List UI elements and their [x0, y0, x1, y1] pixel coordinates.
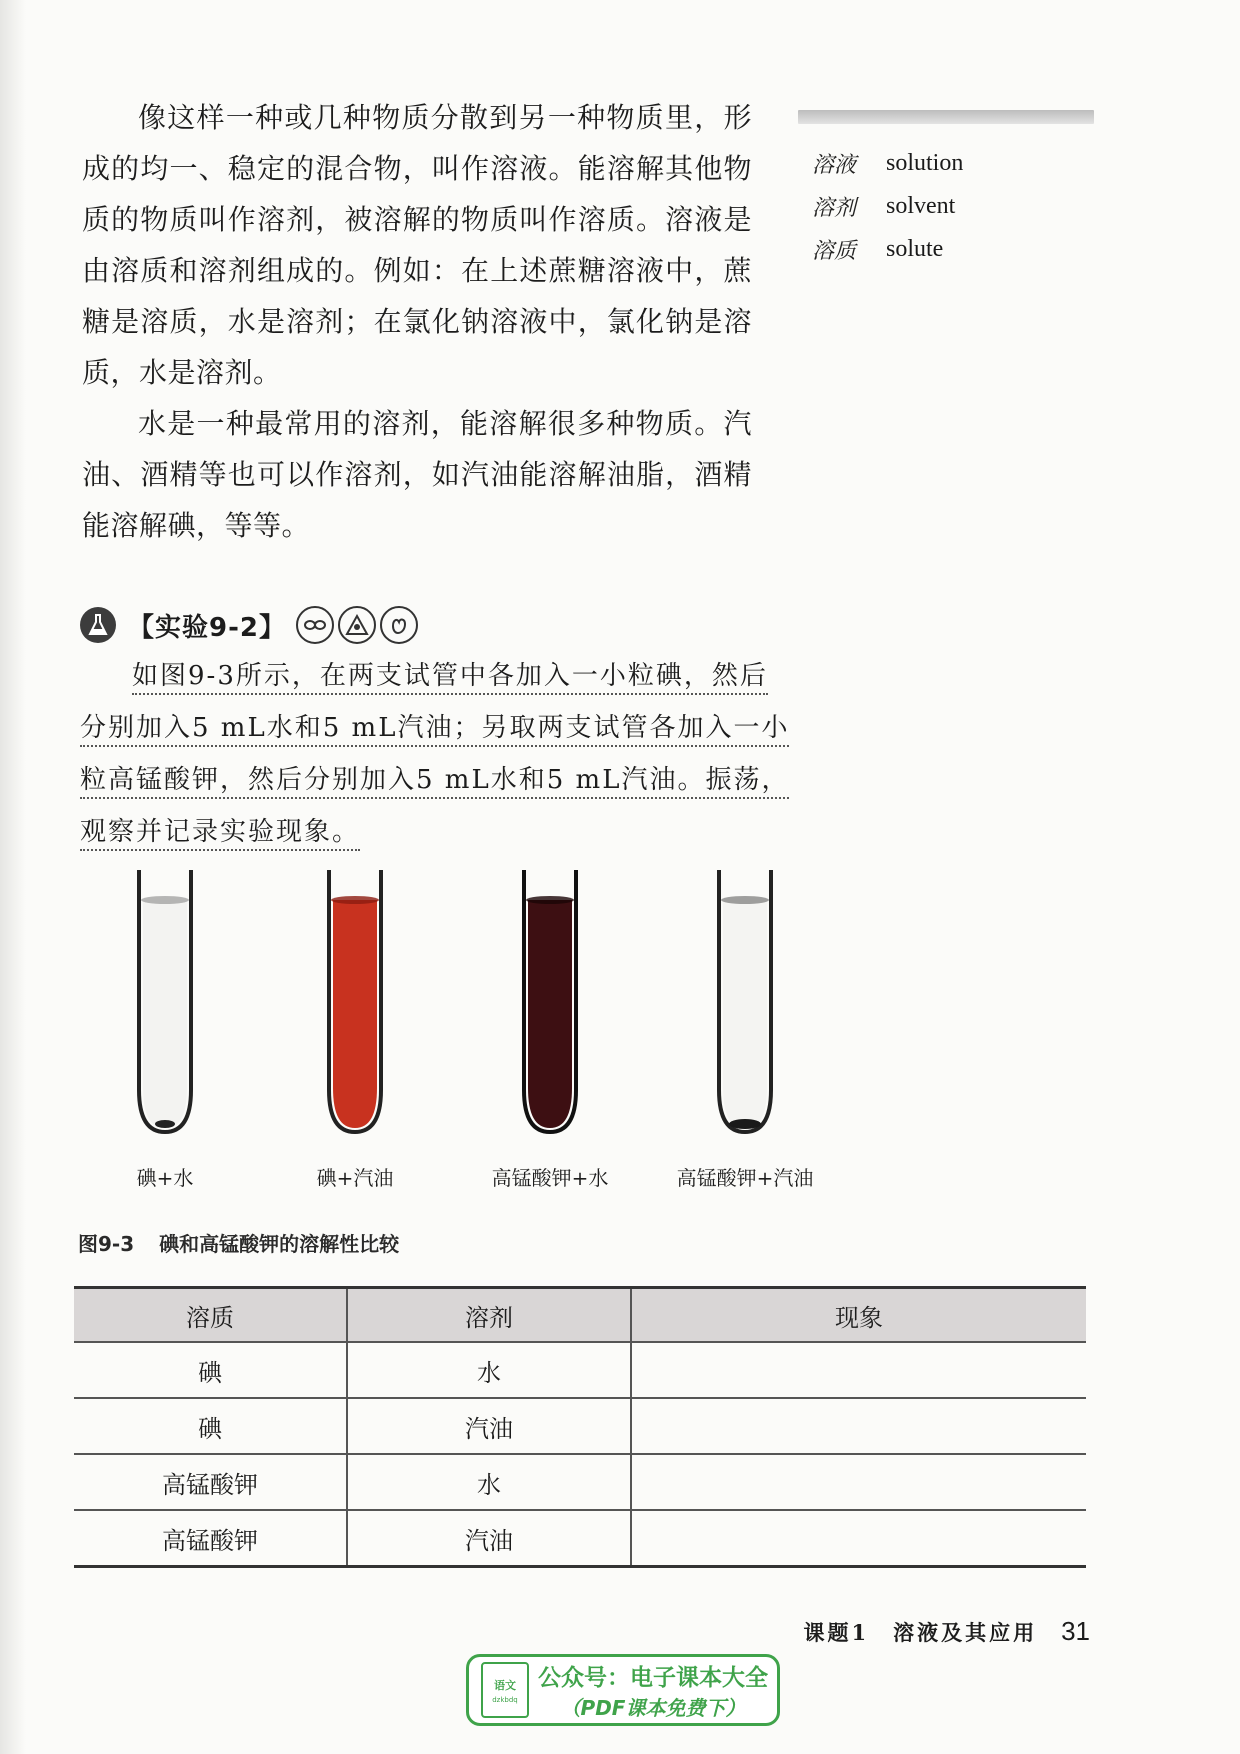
hand-wash-icon: [380, 606, 418, 644]
page-footer: [803, 1616, 1090, 1647]
cell-solvent: 汽油: [347, 1510, 631, 1567]
test-tube-iodine-gasoline: [280, 860, 430, 1200]
tube-liquid: [723, 900, 767, 1128]
test-tube-kmno4-gasoline: [670, 860, 820, 1200]
cell-solvent: 水: [347, 1454, 631, 1510]
tube-liquid: [143, 900, 187, 1128]
glossary-sidebar: [798, 110, 1094, 271]
flask-icon: [80, 607, 116, 643]
logo-text: 语文: [494, 1678, 516, 1692]
header-phenomenon: 现象: [631, 1288, 1086, 1343]
cell-solvent: 汽油: [347, 1398, 631, 1454]
chapter-label: 课题1 溶液及其应用: [803, 1620, 1038, 1645]
header-solvent: 溶剂: [347, 1288, 631, 1343]
figure-caption: [78, 1228, 399, 1257]
experiment-title: 【实验9-2】: [128, 612, 286, 643]
book-logo-icon: [481, 1662, 529, 1718]
table-row: [74, 1510, 1086, 1567]
page-number: 31: [1061, 1616, 1090, 1646]
cell-phenomenon[interactable]: [631, 1398, 1086, 1454]
paragraph-definition: 像这样一种或几种物质分散到另一种物质里，形成的均一、稳定的混合物，叫作溶液。能溶解其他物质的物质叫作溶剂，被溶解的物质叫作溶质。溶液是由溶质和溶剂组成的。例如：在上述蔗糖溶液中，蔗糖是溶质，水是溶剂；在氯化钠溶液中，氯化钠是溶质，水是溶剂。: [82, 101, 752, 389]
figure-number: 图9-3: [78, 1232, 135, 1256]
glossary-term-zh: 溶剂: [812, 196, 857, 221]
main-text: [82, 92, 752, 551]
figure-test-tubes: [90, 860, 850, 1200]
watermark-badge: [466, 1654, 780, 1726]
tube-liquid: [333, 900, 377, 1128]
tube-label: 高锰酸钾+水: [491, 1166, 609, 1190]
glossary-header-bar: [798, 110, 1094, 124]
glossary-term-zh: 溶液: [812, 153, 857, 178]
test-tube-kmno4-water: [475, 860, 625, 1200]
experiment-instructions: [80, 650, 840, 858]
cell-solute: 碘: [74, 1398, 347, 1454]
glossary-term-en: solute: [886, 236, 944, 262]
table-row: [74, 1454, 1086, 1510]
tube-label: 碘+汽油: [316, 1166, 394, 1190]
paragraph-solvents: 水是一种最常用的溶剂，能溶解很多种物质。汽油、酒精等也可以作溶剂，如汽油能溶解油脂，酒精能溶解碘，等等。: [82, 407, 752, 542]
cell-phenomenon[interactable]: [631, 1454, 1086, 1510]
tube-label: 碘+水: [136, 1166, 194, 1190]
instruction-line: 观察并记录实验现象。: [80, 817, 360, 851]
figure-title: 碘和高锰酸钾的溶解性比较: [159, 1232, 400, 1256]
instruction-line: 分别加入5 mL水和5 mL汽油；另取两支试管各加入一小: [80, 713, 789, 747]
glossary-row: [798, 185, 1094, 228]
glossary-term-zh: 溶质: [812, 239, 857, 264]
cell-solute: 碘: [74, 1342, 347, 1398]
test-tube-iodine-water: [90, 860, 240, 1200]
page-edge-shadow: [0, 0, 26, 1754]
experiment-header: [80, 606, 418, 644]
logo-subtext: dzkbdq: [492, 1695, 518, 1704]
glossary-term-en: solvent: [886, 193, 956, 219]
cell-solvent: 水: [347, 1342, 631, 1398]
goggles-icon: [296, 606, 334, 644]
instruction-line: 如图9-3所示，在两支试管中各加入一小粒碘，然后: [132, 661, 768, 695]
glossary-term-en: solution: [886, 150, 964, 176]
glossary-row: [798, 228, 1094, 271]
glossary-row: [798, 142, 1094, 185]
watermark-line1: 公众号：电子课本大全: [538, 1665, 768, 1691]
cell-phenomenon[interactable]: [631, 1342, 1086, 1398]
header-solute: 溶质: [74, 1288, 347, 1343]
toxic-icon: [338, 606, 376, 644]
watermark-line2: （PDF课本免费下）: [560, 1696, 746, 1720]
cell-phenomenon[interactable]: [631, 1510, 1086, 1567]
table-header-row: [74, 1288, 1086, 1343]
observation-table: [74, 1286, 1086, 1568]
cell-solute: 高锰酸钾: [74, 1510, 347, 1567]
table-row: [74, 1398, 1086, 1454]
safety-icons: [296, 606, 418, 644]
table-row: [74, 1342, 1086, 1398]
cell-solute: 高锰酸钾: [74, 1454, 347, 1510]
instruction-line: 粒高锰酸钾，然后分别加入5 mL水和5 mL汽油。振荡，: [80, 765, 789, 799]
tube-label: 高锰酸钾+汽油: [676, 1166, 814, 1190]
tube-liquid: [528, 900, 572, 1128]
